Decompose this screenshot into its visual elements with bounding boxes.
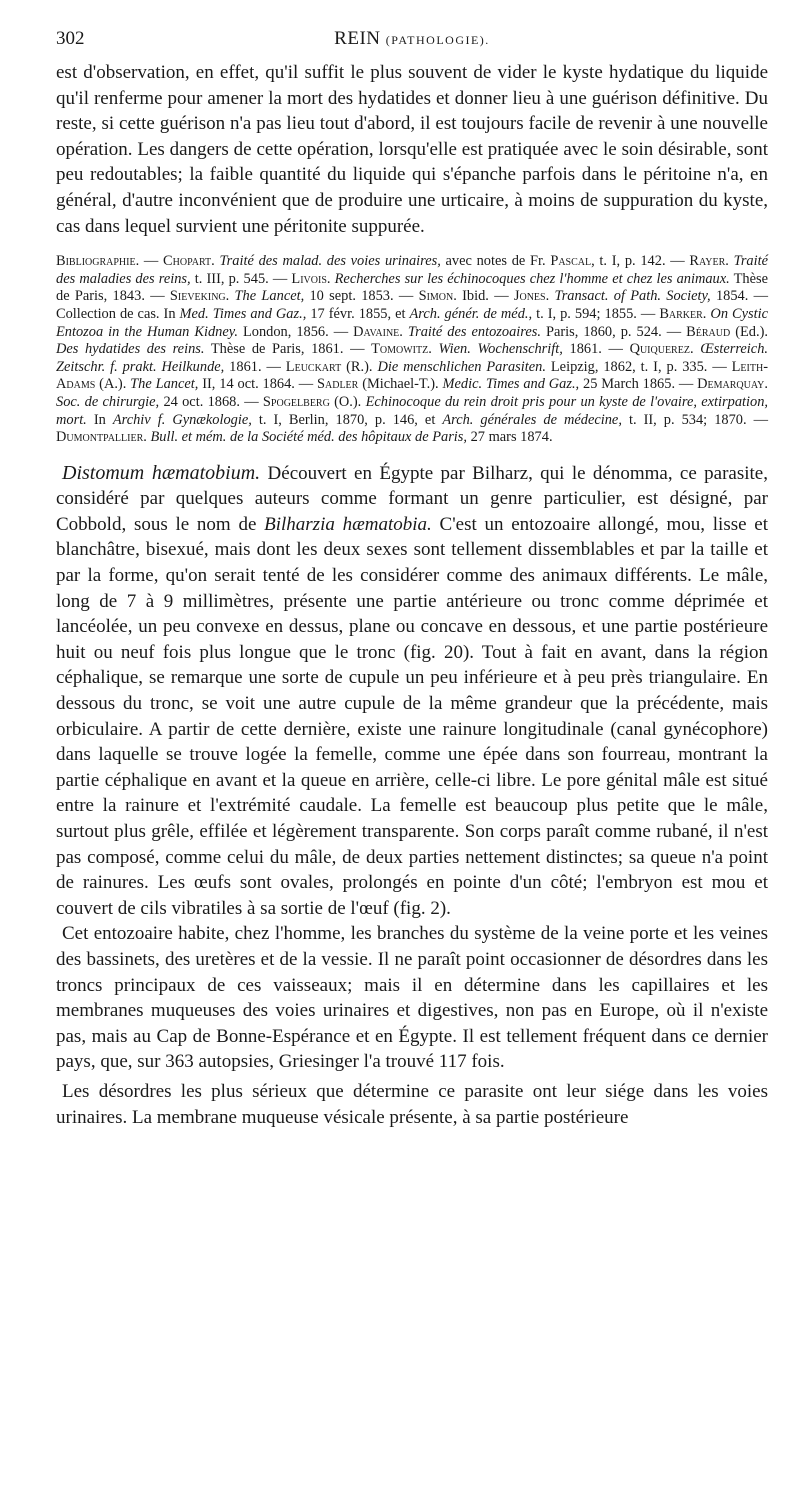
biblio-author: Leith-Adams <box>56 358 768 393</box>
running-title-sub: (PATHOLOGIE). <box>385 33 490 47</box>
biblio-author: Quiquerez. <box>629 341 694 358</box>
biblio-title: Arch. générales de médecine, <box>442 411 622 428</box>
biblio-title: Med. Times and Gaz., <box>179 305 307 322</box>
biblio-text: t. II, p. 534; 1870. — <box>621 411 768 428</box>
biblio-author: Bibliographie. <box>56 253 140 270</box>
biblio-text: — <box>139 253 164 270</box>
biblio-author: Simon. <box>418 288 457 305</box>
running-title-main: REIN <box>334 28 381 49</box>
biblio-author: Spogelberg <box>262 393 330 410</box>
biblio-text: (A.). <box>95 376 131 393</box>
biblio-text: London, 1856. — <box>237 323 354 340</box>
biblio-author: Dumontpallier. <box>56 429 147 446</box>
biblio-text: t. I, p. 594; 1855. — <box>532 305 660 322</box>
biblio-text: Thèse de Paris, 1843. — <box>56 270 768 305</box>
biblio-text: 24 oct. 1868. — <box>159 393 263 410</box>
biblio-text: avec notes de Fr. <box>440 253 551 270</box>
biblio-text: 17 févr. 1855, et <box>306 305 410 322</box>
bilharzia-name: Bilharzia hæmatobia. <box>264 513 432 535</box>
biblio-author: Sadler <box>317 376 359 393</box>
biblio-author: Livois. <box>291 270 331 287</box>
biblio-text: Thèse de Paris, 1861. — <box>204 341 372 358</box>
paragraph-hydatid-cyst: est d'observation, en effet, qu'il suffit le plus souvent de vider le kyste hydatique du liquide qu'il renferme pour amener la mort des hydatides et donner lieu à une guérison définitive. Du reste, si cette guérison n'a pas lieu tout d'abord, il est toujours facile de revenir à une nouvelle opération. Les dangers de cette opération, lorsqu'elle est pratiquée avec le soin désirable, sont peu redoutables; la faible quantité du liquide qui s'épanche parfois dans le péritoine n'a, en général, d'autre inconvénient que de produire une urticaire, à moins de suppuration du kyste, cas dans lequel survient une péritonite suppurée. <box>56 62 768 237</box>
paragraph-distomum <box>56 461 768 922</box>
biblio-title: Œsterreich. Zeitschr. f. prakt. Heilkunde, <box>56 341 768 375</box>
page-header <box>56 28 768 54</box>
biblio-text: Ibid. — <box>456 288 514 305</box>
biblio-title: Recherches sur les échinocoques chez l'homme et chez les animaux. <box>334 270 730 287</box>
biblio-title: Archiv f. Gynækologie, <box>112 411 252 428</box>
biblio-title: Echinocoque du rein droit pris pour un kyste de l'ovaire, extirpation, mort. <box>56 393 768 428</box>
biblio-author: Jones. <box>513 288 550 305</box>
paragraph-disorders: Les désordres les plus sérieux que détermine ce parasite ont leur siége dans les voies urinaires. La membrane muqueuse vésicale présente, à sa partie postérieure <box>56 1080 768 1128</box>
distomum-text-a: Découvert en Égypte par Bilharz, qui le dénomma, ce parasite, considéré par quelques auteurs comme formant un genre particulier, est désigné, par Cobbold, sous le nom de <box>56 462 768 535</box>
biblio-text: (Ed.). <box>730 323 768 340</box>
biblio-text: Paris, 1860, p. 524. — <box>540 323 687 340</box>
biblio-title: Transact. of Path. Society, <box>554 288 711 305</box>
biblio-title: Die menschlichen Parasiten. <box>377 358 546 375</box>
biblio-author: Béraud <box>686 323 731 340</box>
running-title <box>56 28 768 50</box>
biblio-title: Wien. Wochenschrift, <box>438 341 563 358</box>
biblio-title: Traité des malad. des voies urinaires, <box>219 253 441 270</box>
biblio-author: Tomowitz. <box>371 341 432 358</box>
biblio-title: On Cystic Entozoa in the Human Kidney. <box>56 305 768 340</box>
biblio-text: t. I, Berlin, 1870, p. 146, et <box>251 411 443 428</box>
biblio-text: 25 March 1865. — <box>579 376 698 393</box>
paragraph-habitat: Cet entozoaire habite, chez l'homme, les branches du système de la veine porte et les veines des bassinets, des uretères et de la vessie. Il ne paraît point occasionner de désordres dans les troncs principaux de ces vaisseaux; mais il en détermine dans les capillaires et les membranes muqueuses des voies urinaires et digestives, non pas en Europe, où il n'existe pas, mais au Cap de Bonne-Espérance et en Égypte. Il est tellement fréquent dans ce dernier pays, que, sur 363 autopsies, Griesinger l'a trouvé 117 fois. <box>56 923 768 1073</box>
biblio-title: Bull. et mém. de la Société méd. des hôpitaux de Paris, <box>150 429 467 446</box>
bibliography <box>56 253 768 447</box>
biblio-author: Barker. <box>659 305 707 322</box>
biblio-author: Sieveking. <box>169 288 230 305</box>
biblio-title: Medic. Times and Gaz., <box>442 376 580 393</box>
biblio-title: Soc. de chirurgie, <box>56 393 160 410</box>
page-number: 302 <box>56 28 85 49</box>
biblio-title: Arch. génér. de méd., <box>409 305 533 322</box>
distomum-heading: Distomum hæmatobium. <box>62 461 261 484</box>
biblio-text: II, 14 oct. 1864. — <box>198 376 317 393</box>
biblio-text: 1861. — <box>562 341 630 358</box>
biblio-title: The Lancet, <box>130 376 199 393</box>
biblio-author: Leuckart <box>285 358 342 375</box>
biblio-text: t. III, p. 545. — <box>190 270 292 287</box>
biblio-text: (O.). <box>329 393 366 410</box>
biblio-title: Traité des entozoaires. <box>407 323 541 340</box>
biblio-title: Des hydatides des reins. <box>56 341 205 358</box>
biblio-text: (Michael-T.). <box>358 376 443 393</box>
biblio-author: Pascal, <box>550 253 595 270</box>
biblio-author: Chopart. <box>163 253 215 270</box>
biblio-text: In <box>86 411 113 428</box>
biblio-text: 1854. — Collection de cas. In <box>56 288 768 322</box>
biblio-author: Rayer. <box>689 253 729 270</box>
biblio-title: Traité des maladies des reins, <box>56 253 768 287</box>
biblio-text: Leipzig, 1862, t. I, p. 335. — <box>545 358 732 375</box>
biblio-author: Demarquay. <box>697 376 768 393</box>
biblio-text: 10 sept. 1853. — <box>304 288 419 305</box>
biblio-text: 1861. — <box>224 358 286 375</box>
biblio-text: t. I, p. 142. — <box>594 253 690 270</box>
biblio-text: (R.). <box>341 358 378 375</box>
biblio-author: Davaine. <box>353 323 403 340</box>
biblio-text: 27 mars 1874. <box>467 429 553 446</box>
distomum-text-b: C'est un entozoaire allongé, mou, lisse et blanchâtre, bisexué, mais dont les deux sexes sont tellement dissemblables et par la taille et par la forme, qu'on serait tenté de les considérer comme des animaux différents. Le mâle, long de 7 à 9 millimètres, présente une partie antérieure ou tronc comme déprimée et lancéolée, un peu convexe en dessus, plane ou concave en dessous, et une partie postérieure huit ou neuf fois plus longue que le tronc (fig. 20). Tout à fait en avant, dans la région céphalique, se remarque une sorte de cupule un peu inférieure et à peu près triangulaire. En dessous du tronc, se voit une autre cupule de la même grandeur que la précédente, mais orbiculaire. A partir de cette dernière, existe une rainure longitudinale (canal gynécophore) dans laquelle se trouve logée la femelle, comme une épée dans son fourreau, montrant la partie céphalique en avant et la queue en arrière, celle-ci libre. Le pore génital mâle est situé entre la rainure et l'extrémité caudale. La femelle est beaucoup plus petite que le mâle, surtout plus grêle, effilée et légèrement transparente. Son corps paraît comme rubané, il n'est pas composé, comme celui du mâle, de deux parties nettement distinctes; sa queue n'a point de rainures. Les œufs sont ovales, prolongés en pointe d'un côté; l'embryon est mou et couvert de cils vibratiles à sa sortie de l'œuf (fig. 2). <box>56 513 769 919</box>
biblio-title: The Lancet, <box>234 288 305 305</box>
